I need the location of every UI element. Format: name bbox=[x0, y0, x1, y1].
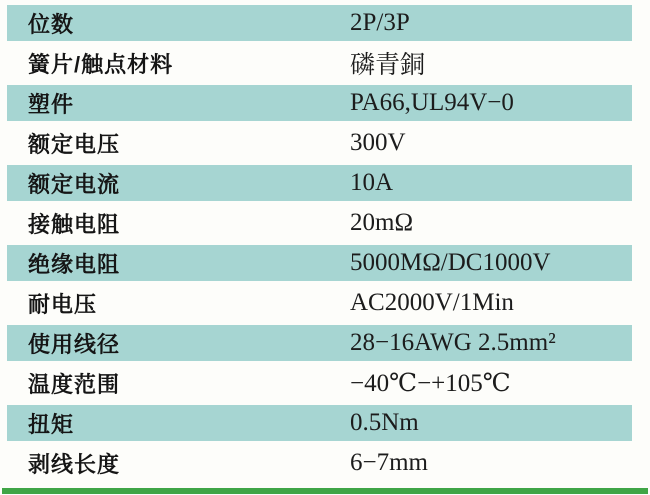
row-value: 0.5Nm bbox=[350, 409, 419, 436]
row-value: 20mΩ bbox=[350, 209, 414, 236]
row-label: 簧片/触点材料 bbox=[28, 51, 174, 77]
row-label: 扭矩 bbox=[28, 411, 75, 437]
table-row bbox=[7, 283, 632, 323]
table-row bbox=[7, 43, 632, 83]
row-label: 耐电压 bbox=[28, 291, 98, 317]
row-value: 2P/3P bbox=[350, 9, 410, 36]
table-row bbox=[7, 403, 632, 443]
row-label: 温度范围 bbox=[28, 371, 121, 397]
table-row bbox=[7, 163, 632, 203]
table-row bbox=[7, 3, 632, 43]
spec-table bbox=[7, 3, 632, 483]
row-label: 额定电流 bbox=[28, 171, 121, 197]
row-value: 6−7mm bbox=[350, 449, 428, 476]
row-label: 使用线径 bbox=[28, 331, 121, 357]
table-row bbox=[7, 363, 632, 403]
row-label: 绝缘电阻 bbox=[28, 251, 121, 277]
row-label: 位数 bbox=[28, 11, 75, 37]
row-value: 300V bbox=[350, 129, 406, 156]
table-row bbox=[7, 443, 632, 483]
row-label: 塑件 bbox=[28, 91, 75, 117]
table-row bbox=[7, 83, 632, 123]
table-row bbox=[7, 123, 632, 163]
row-value: 磷青銅 bbox=[350, 52, 426, 79]
bottom-accent-bar bbox=[2, 488, 648, 494]
row-value: 28−16AWG 2.5mm² bbox=[350, 329, 556, 356]
row-label: 剥线长度 bbox=[28, 451, 121, 477]
row-value: −40℃−+105℃ bbox=[350, 370, 511, 397]
row-label: 接触电阻 bbox=[28, 211, 121, 237]
row-value: 5000MΩ/DC1000V bbox=[350, 249, 551, 276]
row-label: 额定电压 bbox=[28, 131, 121, 157]
row-value: PA66,UL94V−0 bbox=[350, 89, 514, 116]
table-row bbox=[7, 243, 632, 283]
row-value: AC2000V/1Min bbox=[350, 289, 514, 316]
table-row bbox=[7, 203, 632, 243]
row-value: 10A bbox=[350, 169, 394, 196]
table-row bbox=[7, 323, 632, 363]
